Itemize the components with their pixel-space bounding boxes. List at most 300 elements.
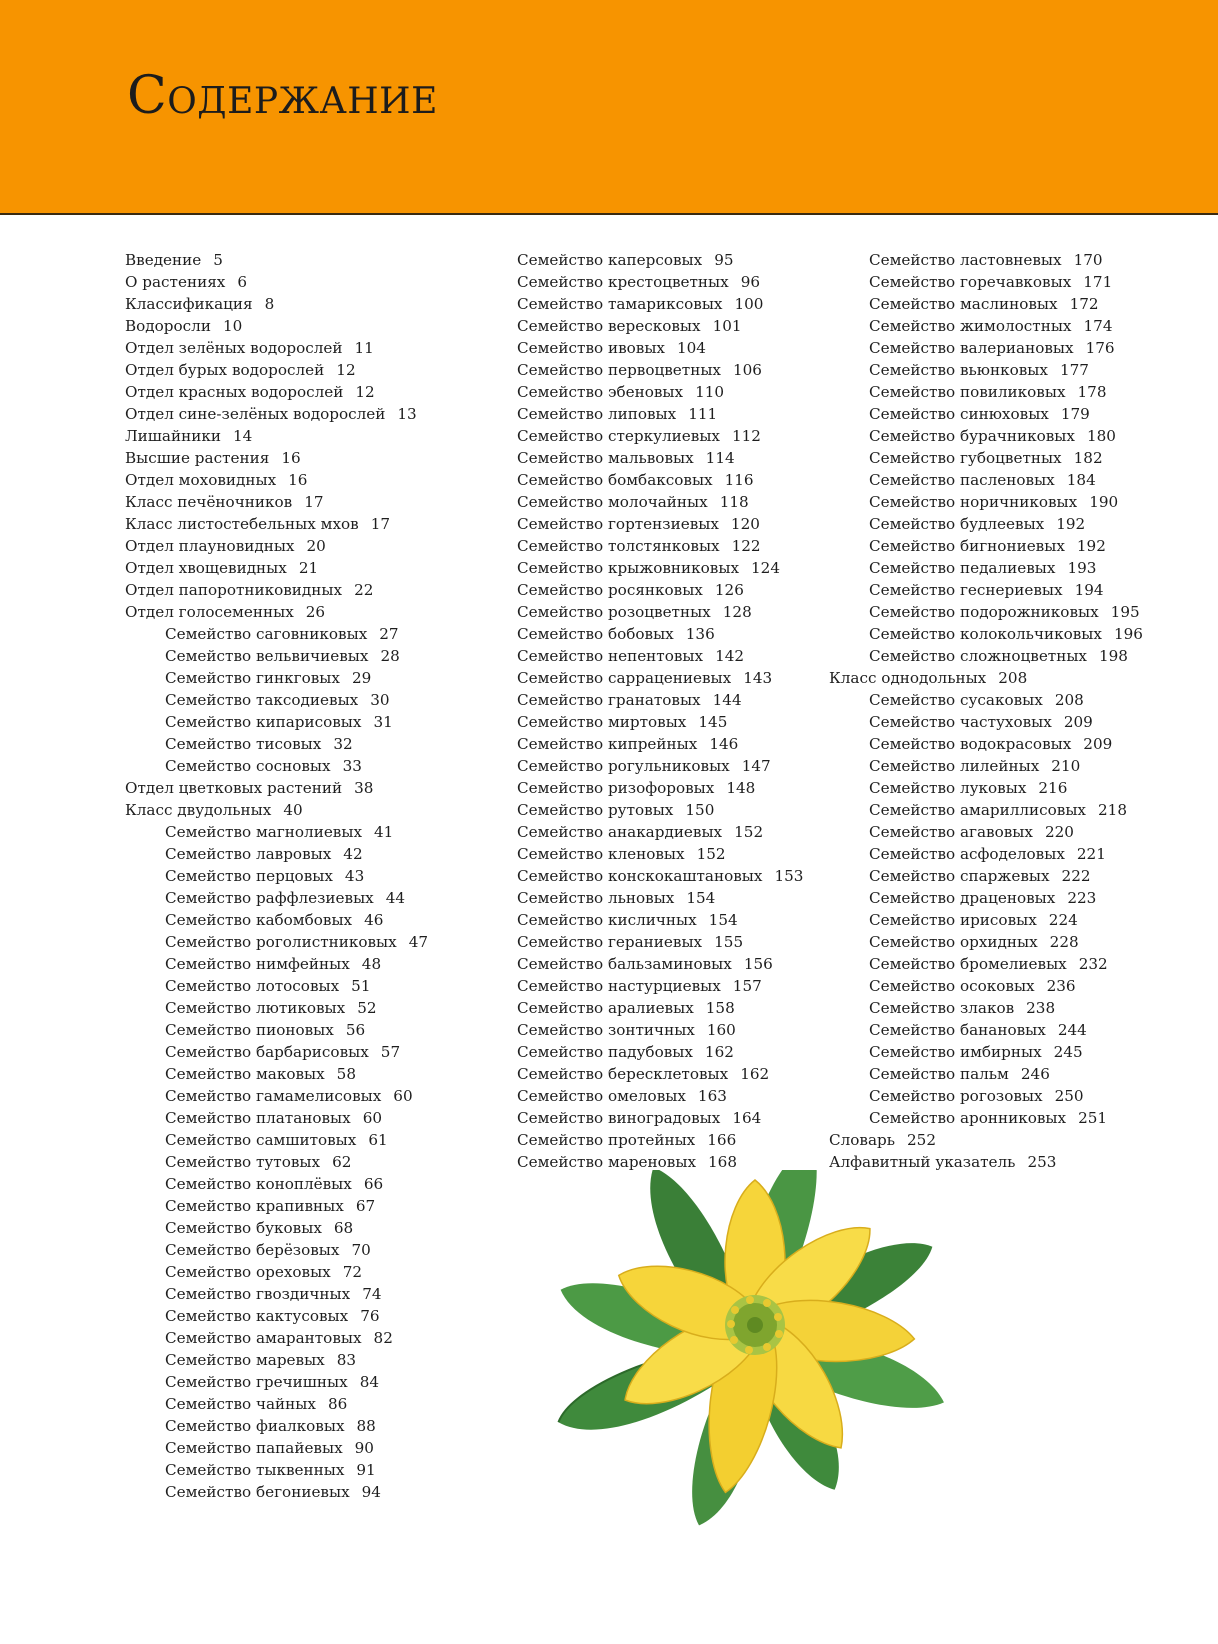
toc-entry-page: 52 (357, 999, 377, 1017)
toc-entry-page: 106 (732, 361, 762, 379)
toc-entry-page: 96 (740, 273, 761, 291)
toc-entry (829, 557, 1143, 579)
toc-entry-page: 104 (676, 339, 706, 357)
toc-entry (125, 469, 428, 491)
toc-entry-title: Семейство педалиевых (869, 559, 1056, 577)
toc-entry-page: 176 (1085, 339, 1115, 357)
toc-entry (125, 425, 428, 447)
toc-entry-title: Семейство амариллисовых (869, 801, 1087, 819)
toc-entry (517, 557, 803, 579)
toc-entry-title: Семейство бомбаксовых (517, 471, 713, 489)
toc-entry-page: 120 (730, 515, 760, 533)
toc-entry-page: 33 (342, 757, 362, 775)
toc-entry (829, 623, 1143, 645)
toc-entry-title: Классификация (125, 295, 253, 313)
toc-entry (125, 1063, 428, 1085)
toc-entry-title: Семейство тамариксовых (517, 295, 723, 313)
toc-entry (829, 249, 1143, 271)
toc-column-3 (829, 249, 1143, 1173)
toc-entry (517, 403, 803, 425)
toc-entry-title: Семейство самшитовых (165, 1131, 357, 1149)
toc-entry-title: Семейство кленовых (517, 845, 685, 863)
toc-entry-title: Семейство гречишных (165, 1373, 348, 1391)
toc-entry (829, 403, 1143, 425)
toc-entry-title: Семейство каперсовых (517, 251, 703, 269)
toc-entry (125, 887, 428, 909)
toc-entry (829, 953, 1143, 975)
toc-entry-title: Семейство кабомбовых (165, 911, 353, 929)
toc-entry-title: Семейство крестоцветных (517, 273, 729, 291)
toc-entry-title: Семейство маковых (165, 1065, 325, 1083)
toc-entry-title: Семейство бурачниковых (869, 427, 1075, 445)
toc-entry (125, 1085, 428, 1107)
toc-entry-title: Семейство частуховых (869, 713, 1052, 731)
toc-entry-page: 194 (1074, 581, 1104, 599)
toc-entry-title: Семейство росянковых (517, 581, 703, 599)
toc-entry (517, 975, 803, 997)
toc-entry (125, 865, 428, 887)
toc-entry (125, 1371, 428, 1393)
toc-entry-page: 91 (356, 1461, 376, 1479)
page-title: Содержание (127, 66, 438, 126)
toc-entry-title: Семейство подорожниковых (869, 603, 1099, 621)
toc-entry (517, 865, 803, 887)
toc-entry (829, 975, 1143, 997)
toc-entry-page: 5 (213, 251, 223, 269)
toc-entry (829, 667, 1143, 689)
toc-entry (125, 1261, 428, 1283)
toc-entry-page: 51 (351, 977, 371, 995)
toc-entry-page: 44 (385, 889, 406, 907)
toc-entry-page: 196 (1113, 625, 1143, 643)
toc-entry (125, 1305, 428, 1327)
toc-entry-page: 253 (1027, 1153, 1057, 1171)
toc-entry-title: Семейство липовых (517, 405, 677, 423)
toc-entry-title: Семейство первоцветных (517, 361, 721, 379)
toc-entry-page: 221 (1076, 845, 1106, 863)
toc-entry-page: 28 (380, 647, 400, 665)
toc-entry (125, 381, 428, 403)
toc-entry (829, 689, 1143, 711)
toc-entry (829, 821, 1143, 843)
toc-entry-title: Семейство бальзаминовых (517, 955, 732, 973)
toc-entry-title: Отдел голосеменных (125, 603, 294, 621)
toc-entry-title: Семейство сложноцветных (869, 647, 1087, 665)
toc-entry-page: 40 (283, 801, 303, 819)
toc-entry-title: Семейство буковых (165, 1219, 322, 1237)
toc-entry-page: 148 (726, 779, 756, 797)
toc-entry-page: 60 (362, 1109, 383, 1127)
toc-entry-page: 26 (305, 603, 326, 621)
toc-entry-page: 174 (1083, 317, 1113, 335)
toc-entry-title: Лишайники (125, 427, 221, 445)
toc-entry-title: Семейство падубовых (517, 1043, 693, 1061)
toc-entry-title: Семейство бромелиевых (869, 955, 1067, 973)
toc-entry (829, 1107, 1143, 1129)
toc-entry-title: Семейство рогозовых (869, 1087, 1043, 1105)
toc-entry-title: Семейство раффлезиевых (165, 889, 374, 907)
toc-entry-title: Отдел сине-зелёных водорослей (125, 405, 386, 423)
toc-entry-title: Семейство ластовневых (869, 251, 1062, 269)
toc-entry (829, 469, 1143, 491)
toc-entry-page: 57 (380, 1043, 401, 1061)
toc-entry-page: 246 (1020, 1065, 1050, 1083)
toc-entry-page: 60 (393, 1087, 413, 1105)
toc-entry-page: 124 (751, 559, 781, 577)
toc-entry (125, 667, 428, 689)
toc-entry-title: Семейство платановых (165, 1109, 351, 1127)
toc-entry-page: 172 (1069, 295, 1099, 313)
toc-entry (125, 645, 428, 667)
toc-entry-title: О растениях (125, 273, 226, 291)
toc-entry-page: 88 (356, 1417, 376, 1435)
toc-entry-page: 154 (686, 889, 716, 907)
toc-entry (517, 931, 803, 953)
toc-entry-page: 220 (1044, 823, 1074, 841)
toc-entry (125, 337, 428, 359)
toc-entry-title: Отдел бурых водорослей (125, 361, 325, 379)
toc-entry (517, 1129, 803, 1151)
toc-entry (125, 799, 428, 821)
toc-entry-page: 143 (743, 669, 773, 687)
toc-entry-title: Семейство перцовых (165, 867, 333, 885)
toc-entry-page: 13 (397, 405, 417, 423)
toc-entry-title: Семейство водокрасовых (869, 735, 1072, 753)
toc-entry-title: Семейство тутовых (165, 1153, 321, 1171)
toc-entry (517, 887, 803, 909)
flower-center (725, 1295, 785, 1355)
toc-entry (125, 953, 428, 975)
toc-entry-title: Семейство амарантовых (165, 1329, 362, 1347)
toc-entry (517, 777, 803, 799)
toc-entry-page: 150 (685, 801, 715, 819)
toc-entry-page: 192 (1056, 515, 1086, 533)
toc-entry-page: 157 (732, 977, 762, 995)
toc-entry-page: 31 (373, 713, 393, 731)
toc-entry-title: Семейство повиликовых (869, 383, 1066, 401)
toc-entry-page: 47 (408, 933, 429, 951)
toc-entry (517, 645, 803, 667)
toc-entry-page: 42 (343, 845, 363, 863)
toc-entry-title: Семейство кипрейных (517, 735, 698, 753)
toc-entry (125, 1239, 428, 1261)
toc-entry-title: Семейство лавровых (165, 845, 332, 863)
toc-entry-title: Класс двудольных (125, 801, 272, 819)
toc-entry-page: 101 (712, 317, 742, 335)
toc-entry-page: 170 (1073, 251, 1103, 269)
toc-entry (829, 645, 1143, 667)
toc-entry (125, 249, 428, 271)
toc-entry (125, 755, 428, 777)
toc-entry (517, 271, 803, 293)
toc-entry (829, 843, 1143, 865)
toc-entry (517, 337, 803, 359)
toc-entry-page: 209 (1083, 735, 1113, 753)
toc-entry (829, 931, 1143, 953)
toc-entry-page: 83 (336, 1351, 357, 1369)
toc-entry-page: 82 (373, 1329, 393, 1347)
toc-entry-title: Класс однодольных (829, 669, 987, 687)
toc-entry-page: 164 (732, 1109, 762, 1127)
toc-entry-page: 90 (354, 1439, 374, 1457)
toc-entry (125, 1283, 428, 1305)
toc-entry-page: 156 (743, 955, 773, 973)
toc-entry-page: 100 (734, 295, 764, 313)
toc-entry-page: 12 (336, 361, 356, 379)
toc-entry (829, 1019, 1143, 1041)
toc-entry-page: 251 (1078, 1109, 1108, 1127)
toc-entry (125, 777, 428, 799)
toc-column-2 (517, 249, 803, 1173)
toc-entry (125, 1437, 428, 1459)
toc-entry-page: 210 (1051, 757, 1081, 775)
toc-entry (125, 1327, 428, 1349)
toc-entry-page: 136 (685, 625, 715, 643)
toc-entry (125, 1349, 428, 1371)
toc-entry-page: 162 (704, 1043, 734, 1061)
toc-entry-page: 155 (714, 933, 744, 951)
toc-entry (517, 469, 803, 491)
toc-entry-title: Семейство тисовых (165, 735, 322, 753)
toc-entry-title: Семейство барбарисовых (165, 1043, 369, 1061)
toc-entry (517, 997, 803, 1019)
toc-entry-title: Семейство конскокаштановых (517, 867, 763, 885)
toc-entry-page: 208 (1054, 691, 1084, 709)
toc-entry (125, 1129, 428, 1151)
toc-entry-title: Семейство зонтичных (517, 1021, 695, 1039)
toc-entry (829, 601, 1143, 623)
toc-entry-page: 153 (774, 867, 804, 885)
toc-entry-title: Отдел папоротниковидных (125, 581, 343, 599)
toc-entry-title: Семейство асфоделовых (869, 845, 1065, 863)
toc-entry-page: 16 (281, 449, 301, 467)
toc-entry-title: Семейство гамамелисовых (165, 1087, 382, 1105)
toc-entry-title: Семейство ореховых (165, 1263, 331, 1281)
toc-entry-page: 74 (362, 1285, 382, 1303)
toc-entry-title: Семейство маслиновых (869, 295, 1058, 313)
toc-entry-page: 198 (1098, 647, 1128, 665)
toc-entry (517, 1063, 803, 1085)
toc-entry-title: Отдел хвощевидных (125, 559, 287, 577)
toc-entry (517, 1041, 803, 1063)
toc-entry (829, 997, 1143, 1019)
toc-entry-title: Семейство имбирных (869, 1043, 1042, 1061)
toc-entry (829, 887, 1143, 909)
toc-entry-page: 228 (1049, 933, 1079, 951)
toc-entry (829, 711, 1143, 733)
toc-entry-page: 222 (1061, 867, 1091, 885)
toc-entry-title: Семейство орхидных (869, 933, 1038, 951)
toc-entry-page: 70 (351, 1241, 371, 1259)
toc-entry-title: Семейство пасленовых (869, 471, 1055, 489)
toc-entry-title: Семейство роголистниковых (165, 933, 397, 951)
toc-entry-title: Семейство губоцветных (869, 449, 1062, 467)
toc-entry (517, 535, 803, 557)
toc-entry (517, 1107, 803, 1129)
toc-entry-title: Водоросли (125, 317, 211, 335)
toc-entry-title: Семейство аралиевых (517, 999, 694, 1017)
toc-entry-title: Отдел красных водорослей (125, 383, 344, 401)
toc-entry-title: Семейство кипарисовых (165, 713, 362, 731)
toc-entry-page: 158 (705, 999, 735, 1017)
toc-entry (829, 425, 1143, 447)
toc-entry-page: 182 (1073, 449, 1103, 467)
toc-entry-title: Семейство бегониевых (165, 1483, 350, 1501)
toc-entry-title: Семейство маревых (165, 1351, 325, 1369)
toc-entry-page: 192 (1076, 537, 1106, 555)
toc-entry-title: Семейство папайевых (165, 1439, 343, 1457)
toc-entry-page: 209 (1063, 713, 1093, 731)
toc-entry-page: 252 (907, 1131, 937, 1149)
toc-entry-page: 152 (734, 823, 764, 841)
toc-entry-title: Семейство гвоздичных (165, 1285, 351, 1303)
toc-entry-page: 114 (705, 449, 735, 467)
toc-entry (517, 953, 803, 975)
toc-entry-page: 177 (1059, 361, 1089, 379)
toc-entry (125, 1393, 428, 1415)
toc-entry (517, 381, 803, 403)
toc-entry-title: Семейство норичниковых (869, 493, 1078, 511)
toc-entry (517, 667, 803, 689)
toc-entry (517, 689, 803, 711)
toc-entry-title: Семейство гинкговых (165, 669, 340, 687)
toc-entry-page: 30 (370, 691, 390, 709)
toc-entry-page: 10 (222, 317, 243, 335)
toc-entry (125, 975, 428, 997)
toc-entry (125, 1019, 428, 1041)
toc-entry-title: Семейство протейных (517, 1131, 696, 1149)
toc-entry (517, 1019, 803, 1041)
toc-entry-title: Семейство льновых (517, 889, 675, 907)
toc-entry (517, 249, 803, 271)
toc-entry-page: 58 (336, 1065, 356, 1083)
toc-entry (125, 623, 428, 645)
toc-entry-title: Семейство гранатовых (517, 691, 701, 709)
toc-entry-page: 17 (304, 493, 324, 511)
toc-entry-title: Семейство валериановых (869, 339, 1074, 357)
toc-entry-title: Семейство таксодиевых (165, 691, 359, 709)
toc-entry (829, 579, 1143, 601)
toc-entry-title: Семейство гортензиевых (517, 515, 719, 533)
toc-entry-page: 48 (361, 955, 382, 973)
toc-entry (125, 403, 428, 425)
toc-entry-title: Семейство розоцветных (517, 603, 711, 621)
toc-entry-title: Семейство толстянковых (517, 537, 720, 555)
toc-entry-page: 66 (363, 1175, 384, 1193)
toc-entry-page: 193 (1067, 559, 1097, 577)
toc-entry-page: 110 (695, 383, 725, 401)
toc-entry-page: 11 (354, 339, 374, 357)
toc-entry-page: 122 (731, 537, 761, 555)
toc-entry (125, 293, 428, 315)
toc-entry-title: Семейство стеркулиевых (517, 427, 720, 445)
toc-entry-title: Семейство кисличных (517, 911, 697, 929)
toc-entry-title: Класс листостебельных мхов (125, 515, 359, 533)
toc-entry (517, 711, 803, 733)
toc-entry (829, 799, 1143, 821)
toc-entry (125, 447, 428, 469)
toc-entry-title: Семейство жимолостных (869, 317, 1072, 335)
toc-entry-title: Семейство вельвичиевых (165, 647, 369, 665)
toc-entry-title: Семейство рогульниковых (517, 757, 730, 775)
toc-entry (125, 733, 428, 755)
toc-entry-title: Семейство лилейных (869, 757, 1040, 775)
toc-entry-page: 184 (1066, 471, 1096, 489)
toc-entry (517, 733, 803, 755)
toc-entry-page: 195 (1110, 603, 1140, 621)
toc-entry-title: Семейство крапивных (165, 1197, 344, 1215)
toc-entry-page: 118 (719, 493, 749, 511)
toc-entry (829, 1085, 1143, 1107)
toc-entry (125, 997, 428, 1019)
toc-entry-title: Семейство анакардиевых (517, 823, 723, 841)
toc-entry-page: 179 (1060, 405, 1090, 423)
toc-entry (829, 1063, 1143, 1085)
toc-entry (829, 1041, 1143, 1063)
toc-entry-page: 245 (1053, 1043, 1083, 1061)
toc-entry-title: Семейство саррацениевых (517, 669, 732, 687)
toc-entry-page: 223 (1067, 889, 1097, 907)
toc-entry (125, 359, 428, 381)
toc-entry-title: Семейство синюховых (869, 405, 1049, 423)
toc-entry-title: Семейство луковых (869, 779, 1027, 797)
toc-entry (125, 601, 428, 623)
toc-entry-page: 20 (306, 537, 326, 555)
toc-entry-title: Семейство рутовых (517, 801, 674, 819)
toc-entry (829, 535, 1143, 557)
toc-entry-title: Семейство берёзовых (165, 1241, 340, 1259)
toc-entry-title: Семейство бобовых (517, 625, 674, 643)
toc-entry-page: 238 (1026, 999, 1056, 1017)
toc-entry-title: Семейство виноградовых (517, 1109, 721, 1127)
toc-entry (517, 359, 803, 381)
toc-entry-title: Семейство вересковых (517, 317, 701, 335)
toc-entry (517, 755, 803, 777)
toc-entry (125, 1173, 428, 1195)
toc-entry-title: Семейство геснериевых (869, 581, 1063, 599)
toc-entry (517, 623, 803, 645)
toc-entry (517, 293, 803, 315)
toc-entry (125, 1459, 428, 1481)
toc-entry-page: 76 (360, 1307, 380, 1325)
toc-entry-title: Семейство бересклетовых (517, 1065, 729, 1083)
toc-entry-page: 61 (368, 1131, 388, 1149)
toc-entry-page: 67 (355, 1197, 376, 1215)
toc-entry-page: 22 (354, 581, 374, 599)
toc-entry (829, 337, 1143, 359)
toc-entry (125, 491, 428, 513)
toc-entry-title: Семейство драценовых (869, 889, 1056, 907)
toc-entry-title: Класс печёночников (125, 493, 293, 511)
toc-entry-page: 111 (688, 405, 718, 423)
toc-entry-page: 190 (1089, 493, 1119, 511)
toc-entry (125, 711, 428, 733)
toc-entry (517, 425, 803, 447)
toc-entry-title: Семейство магнолиевых (165, 823, 363, 841)
toc-entry (125, 271, 428, 293)
toc-entry-title: Семейство пальм (869, 1065, 1009, 1083)
toc-entry-page: 147 (741, 757, 771, 775)
toc-entry (517, 601, 803, 623)
toc-entry-page: 178 (1077, 383, 1107, 401)
toc-entry (829, 909, 1143, 931)
toc-column-1 (125, 249, 428, 1503)
toc-entry-page: 126 (714, 581, 744, 599)
toc-entry (517, 447, 803, 469)
toc-entry (829, 293, 1143, 315)
toc-entry-title: Семейство миртовых (517, 713, 687, 731)
toc-entry (829, 491, 1143, 513)
